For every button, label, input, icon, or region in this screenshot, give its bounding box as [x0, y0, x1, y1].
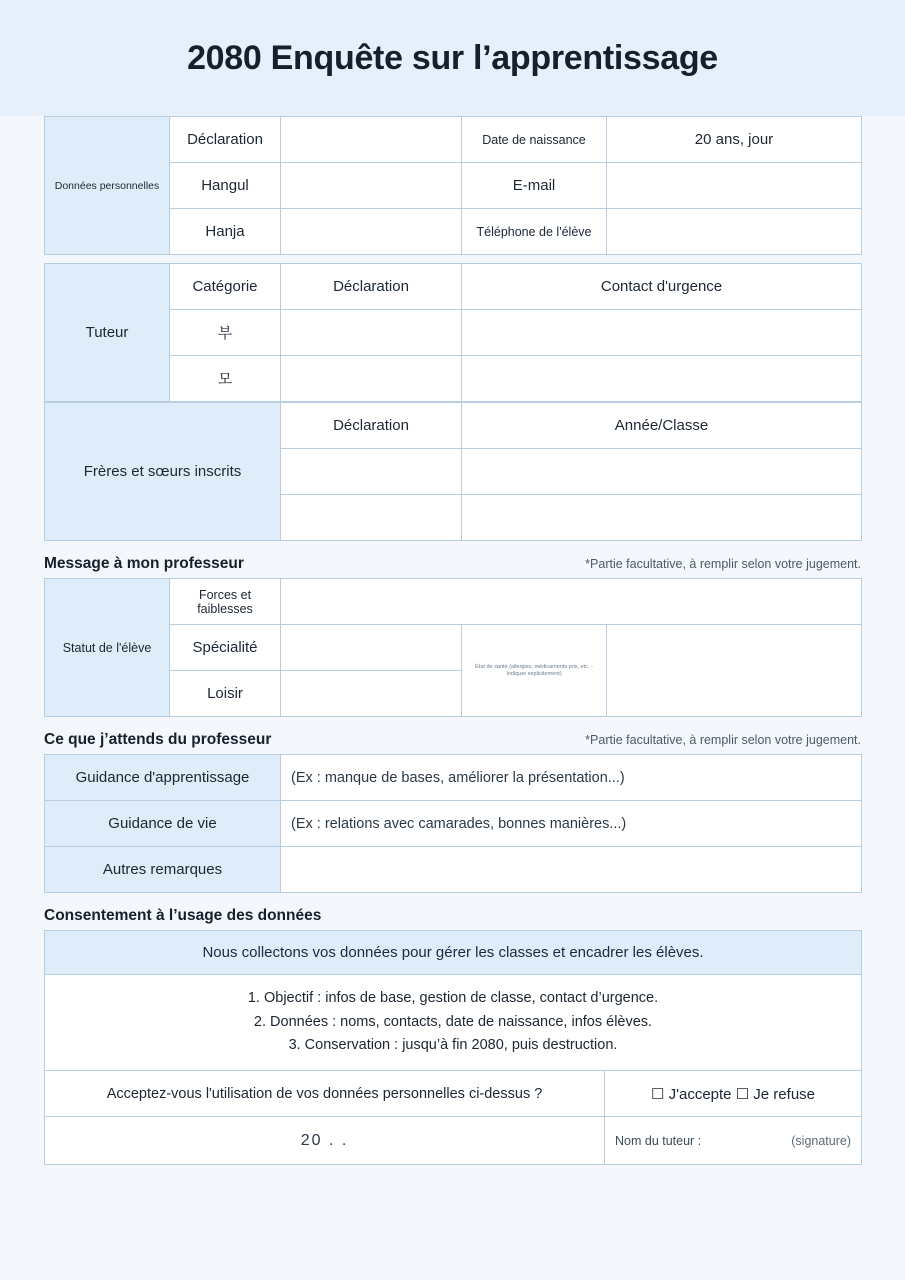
- guardian-row-1-declaration[interactable]: [281, 356, 462, 402]
- expectation-label-1: Guidance de vie: [45, 801, 281, 847]
- personal-row-0-value2[interactable]: 20 ans, jour: [607, 117, 862, 163]
- student-status-label: Statut de l'élève: [45, 579, 170, 717]
- table-row: [45, 1071, 862, 1117]
- spacer: [44, 255, 861, 263]
- table-row: [45, 403, 862, 449]
- siblings-row-0-declaration[interactable]: [281, 449, 462, 495]
- personal-data-table: [44, 116, 862, 255]
- consent-item-2: 3. Conservation : jusqu’à fin 2080, puis destruction.: [288, 1037, 618, 1054]
- guardian-table: [44, 263, 862, 402]
- consent-section-title: Consentement à l’usage des données: [44, 907, 322, 924]
- table-row: [45, 931, 862, 975]
- consent-date-field[interactable]: 20 . .: [45, 1117, 605, 1165]
- consent-section-heading: [44, 907, 861, 925]
- consent-items: [45, 975, 862, 1071]
- siblings-row-0-grade[interactable]: [462, 449, 862, 495]
- status-row-1-label: Spécialité: [170, 625, 281, 671]
- consent-options: [605, 1071, 862, 1117]
- table-row: [45, 975, 862, 1071]
- status-row-1-value[interactable]: [281, 625, 462, 671]
- siblings-row-1-grade[interactable]: [462, 495, 862, 541]
- page-title: 2080 Enquête sur l’apprentissage: [187, 38, 718, 77]
- siblings-head-declaration: Déclaration: [281, 403, 462, 449]
- siblings-head-grade: Année/Classe: [462, 403, 862, 449]
- form-sheet: [0, 116, 905, 1165]
- table-row: [45, 755, 862, 801]
- personal-row-1-value[interactable]: [281, 163, 462, 209]
- guardian-row-0-emergency[interactable]: [462, 310, 862, 356]
- status-row-0-label: Forces et faiblesses: [170, 579, 281, 625]
- guardian-name-label: Nom du tuteur :: [615, 1133, 702, 1148]
- accept-checkbox[interactable]: ☐ J'accepte: [651, 1085, 732, 1103]
- message-section-title: Message à mon professeur: [44, 555, 244, 572]
- table-row: [45, 579, 862, 625]
- guardian-row-0-declaration[interactable]: [281, 310, 462, 356]
- guardian-head-declaration: Déclaration: [281, 264, 462, 310]
- status-row-2-value[interactable]: [281, 671, 462, 717]
- consent-item-0: 1. Objectif : infos de base, gestion de classe, contact d’urgence.: [247, 990, 659, 1007]
- siblings-label: Frères et sœurs inscrits: [45, 403, 281, 541]
- signature-label: (signature): [791, 1133, 852, 1148]
- personal-row-0-value[interactable]: [281, 117, 462, 163]
- table-row: [45, 801, 862, 847]
- consent-header-text: Nous collectons vos données pour gérer les classes et encadrer les élèves.: [45, 931, 862, 975]
- personal-row-2-value[interactable]: [281, 209, 462, 255]
- guardian-row-1-category: 모: [170, 356, 281, 402]
- guardian-head-category: Catégorie: [170, 264, 281, 310]
- expectation-input-1[interactable]: (Ex : relations avec camarades, bonnes manières...): [281, 801, 862, 847]
- expectation-label-0: Guidance d'apprentissage: [45, 755, 281, 801]
- expect-section-note: *Partie facultative, à remplir selon votre jugement.: [585, 733, 861, 747]
- personal-row-1-value2[interactable]: [607, 163, 862, 209]
- expect-section-heading: [44, 731, 861, 749]
- consent-question: Acceptez-vous l'utilisation de vos données personnelles ci-dessus ?: [45, 1071, 605, 1117]
- status-row-2-label: Loisir: [170, 671, 281, 717]
- expectation-label-2: Autres remarques: [45, 847, 281, 893]
- expectations-table: [44, 754, 862, 893]
- table-row: [45, 264, 862, 310]
- status-row-0-value[interactable]: [281, 579, 862, 625]
- consent-table: [44, 930, 862, 1165]
- message-section-heading: [44, 555, 861, 573]
- page-header: [0, 0, 905, 116]
- personal-row-1-label: Hangul: [170, 163, 281, 209]
- personal-row-0-label2: Date de naissance: [462, 117, 607, 163]
- personal-row-0-label: Déclaration: [170, 117, 281, 163]
- siblings-table: [44, 402, 862, 541]
- refuse-checkbox[interactable]: ☐ Je refuse: [735, 1085, 816, 1103]
- personal-row-2-label2: Téléphone de l'élève: [462, 209, 607, 255]
- table-row: [45, 1117, 862, 1165]
- personal-row-2-value2[interactable]: [607, 209, 862, 255]
- guardian-row-1-emergency[interactable]: [462, 356, 862, 402]
- guardian-head-emergency: Contact d'urgence: [462, 264, 862, 310]
- table-row: [45, 117, 862, 163]
- signature-cell[interactable]: [605, 1117, 862, 1165]
- table-row: [45, 847, 862, 893]
- personal-data-label: Données personnelles: [45, 117, 170, 255]
- expectation-input-2[interactable]: [281, 847, 862, 893]
- personal-row-1-label2: E-mail: [462, 163, 607, 209]
- expect-section-title: Ce que j’attends du professeur: [44, 731, 272, 748]
- siblings-row-1-declaration[interactable]: [281, 495, 462, 541]
- health-note-value[interactable]: [607, 625, 862, 717]
- personal-row-2-label: Hanja: [170, 209, 281, 255]
- guardian-row-0-category: 부: [170, 310, 281, 356]
- student-status-table: [44, 578, 862, 717]
- health-note-label: État de santé (allergies, médicaments pris, etc. - Indiquer explicitement): [462, 625, 607, 717]
- message-section-note: *Partie facultative, à remplir selon votre jugement.: [585, 557, 861, 571]
- guardian-label: Tuteur: [45, 264, 170, 402]
- consent-item-1: 2. Données : noms, contacts, date de naissance, infos élèves.: [253, 1013, 653, 1030]
- expectation-input-0[interactable]: (Ex : manque de bases, améliorer la présentation...): [281, 755, 862, 801]
